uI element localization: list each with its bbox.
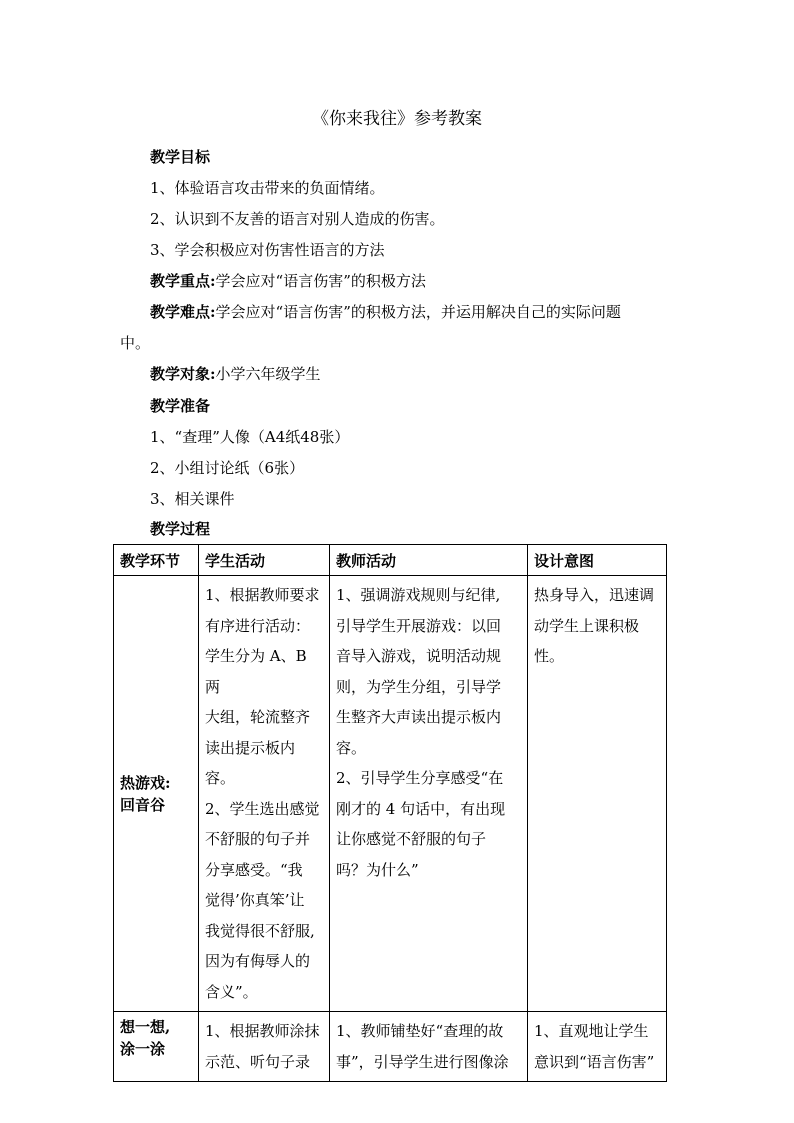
- preparation-item: 2、小组讨论纸（6张）: [150, 459, 305, 477]
- audience: [150, 363, 321, 384]
- audience-text: 小学六年级学生: [215, 365, 321, 383]
- student-activity-cell: [199, 576, 330, 1012]
- text-line: 有序进行活动：: [205, 616, 311, 635]
- text-line: 1、强调游戏规则与纪律,: [336, 586, 501, 604]
- stage-cell: [114, 576, 199, 1012]
- stage-name: 回音谷: [120, 795, 166, 814]
- objective-item: 2、认识到不友善的语言对别人造成的伤害。: [150, 210, 445, 228]
- process-heading: 教学过程: [150, 520, 211, 538]
- difficulty: [150, 301, 621, 322]
- text-line: 刚才的 4 句话中，有出现: [336, 799, 506, 818]
- teacher-activity-cell: [330, 1012, 528, 1082]
- teacher-activity-cell: [330, 576, 528, 1012]
- objectives-heading: 教学目标: [150, 148, 211, 166]
- preparation-item: 1、“查理”人像（A4纸48张）: [150, 428, 350, 446]
- text-line: 性。: [534, 647, 565, 665]
- difficulty-label: 教学难点:: [150, 303, 216, 321]
- stage-name: 涂一涂: [120, 1040, 166, 1058]
- header-intent: 设计意图: [528, 545, 667, 576]
- text-line: 不舒服的句子并: [205, 830, 311, 848]
- preparation-item: 3、相关课件: [150, 490, 235, 508]
- design-intent-cell: [528, 1012, 667, 1082]
- text-line: 因为有侮辱人的: [205, 952, 311, 970]
- text-line: 觉得’你真笨’让: [205, 891, 305, 909]
- text-line: 学生分为 A、B 两: [205, 647, 307, 696]
- difficulty-text-cont: 中。: [120, 334, 151, 352]
- text-line: 1、根据教师要求: [205, 586, 320, 604]
- header-student: 学生活动: [199, 545, 330, 576]
- key-point: [150, 270, 426, 291]
- text-line: 生整齐大声读出提示板内: [336, 708, 502, 726]
- text-line: 热身导入，迅速调: [534, 586, 655, 604]
- text-line: 1、教师铺垫好“查理的故: [336, 1022, 504, 1040]
- table-header-row: [114, 545, 667, 576]
- text-line: 则，为学生分组，引导学: [336, 677, 502, 696]
- text-line: 我觉得很不舒服,: [205, 921, 315, 940]
- difficulty-text: 学会应对“语言伤害”的积极方法，并运用解决自己的实际问题: [215, 303, 621, 321]
- text-line: 让你感觉不舒服的句子: [336, 830, 487, 848]
- text-line: 分享感受。“我: [205, 860, 303, 879]
- stage-cell: [114, 1012, 199, 1082]
- text-line: 容。: [336, 738, 367, 757]
- text-line: 意识到“语言伤害”: [534, 1052, 655, 1071]
- audience-label: 教学对象:: [150, 365, 216, 383]
- table-row: [114, 576, 667, 1012]
- objective-item: 1、体验语言攻击带来的负面情绪。: [150, 179, 385, 197]
- student-activity-cell: [199, 1012, 330, 1082]
- preparation-heading: 教学准备: [150, 397, 211, 415]
- text-line: 2、引导学生分享感受“在: [336, 769, 504, 787]
- stage-name: 想一想,: [120, 1018, 171, 1036]
- text-line: 动学生上课积极: [534, 616, 640, 635]
- process-table: [113, 544, 667, 1082]
- text-line: 引导学生开展游戏：以回: [336, 616, 502, 635]
- text-line: 吗？为什么”: [336, 860, 419, 879]
- header-teacher: 教师活动: [330, 545, 528, 576]
- text-line: 事”，引导学生进行图像涂: [336, 1052, 509, 1071]
- stage-name: 热游戏:: [120, 773, 171, 792]
- text-line: 2、学生选出感觉: [205, 799, 320, 818]
- header-stage: 教学环节: [114, 545, 199, 576]
- design-intent-cell: [528, 576, 667, 1012]
- text-line: 含义”。: [205, 982, 258, 1001]
- text-line: 音导入游戏，说明活动规: [336, 647, 502, 665]
- text-line: 大组，轮流整齐: [205, 708, 311, 726]
- table-row: [114, 1012, 667, 1082]
- page-title: 《你来我往》参考教案: [312, 109, 482, 129]
- text-line: 读出提示板内容。: [205, 738, 296, 787]
- key-point-text: 学会应对“语言伤害”的积极方法: [215, 272, 426, 290]
- objective-item: 3、学会积极应对伤害性语言的方法: [150, 241, 385, 259]
- text-line: 示范、听句子录: [205, 1052, 311, 1071]
- text-line: 1、直观地让学生: [534, 1022, 649, 1040]
- key-point-label: 教学重点:: [150, 272, 216, 290]
- text-line: 1、根据教师涂抹: [205, 1022, 320, 1040]
